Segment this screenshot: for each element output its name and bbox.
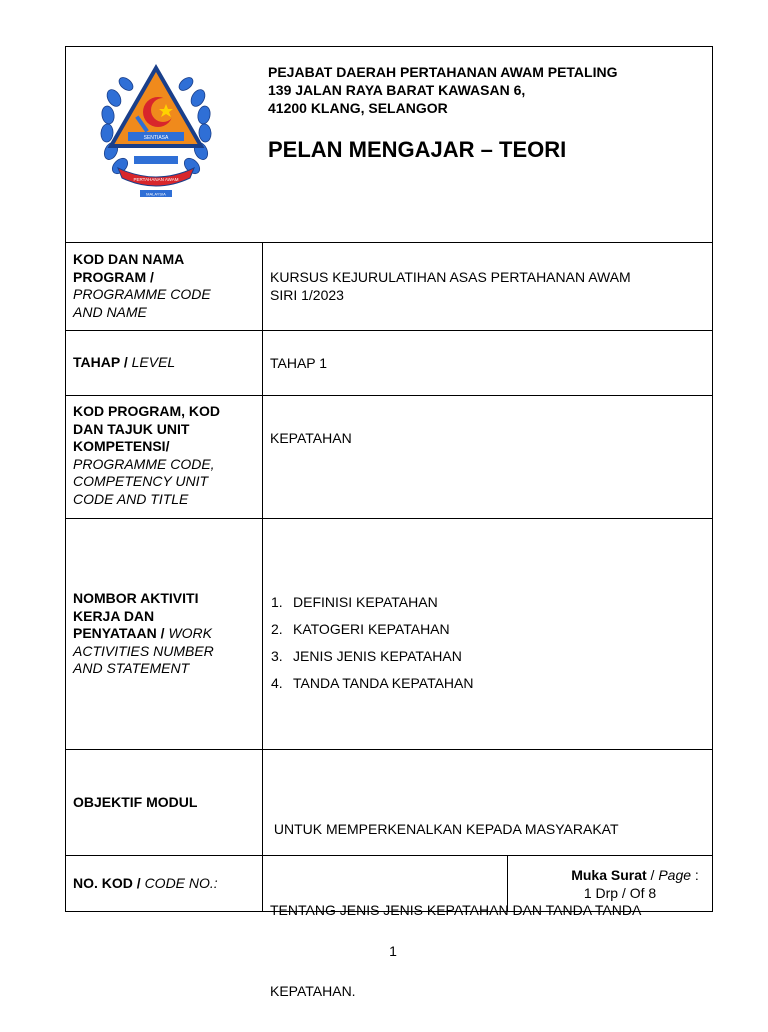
svg-text:SENTIASA: SENTIASA [143,135,169,141]
objective-label: OBJEKTIF MODUL [73,794,198,810]
list-item: 1. DEFINISI KEPATAHAN [271,594,438,610]
row-divider [65,518,713,519]
page-title: PELAN MENGAJAR – TEORI [268,137,567,162]
competency-value: KEPATAHAN [270,430,352,446]
row-divider [65,395,713,396]
civil-defence-emblem-icon [100,60,212,205]
svg-text:PERTAHANAN AWAM: PERTAHANAN AWAM [133,177,179,182]
office-address-line: 139 JALAN RAYA BARAT KAWASAN 6, [268,82,526,98]
list-item: 2. KATOGERI KEPATAHAN [271,621,450,637]
row-divider [65,242,713,243]
activities-label: NOMBOR AKTIVITI KERJA DAN PENYATAAN / WORK ACTIVITIES NUMBER AND STATEMENT [73,590,214,676]
list-item: 3. JENIS JENIS KEPATAHAN [271,648,462,664]
column-divider [262,242,263,912]
program-name: KURSUS KEJURULATIHAN ASAS PERTAHANAN AWAM SIRI 1/2023 [270,269,631,303]
page-number: 1 [389,943,397,959]
row-divider [65,749,713,750]
office-name: PEJABAT DAERAH PERTAHANAN AWAM PETALING [268,64,618,80]
svg-text:MALAYSIA: MALAYSIA [146,191,166,197]
row-divider [65,330,713,331]
code-label: NO. KOD / CODE NO.: [73,875,218,891]
page-indicator: Muka Surat / Page : 1 Drp / Of 8 [571,867,699,901]
list-item: 4. TANDA TANDA KEPATAHAN [271,675,474,691]
office-address-line: 41200 KLANG, SELANGOR [268,100,448,116]
level-value: TAHAP 1 [270,355,328,371]
objective-text: UNTUK MEMPERKENALKAN KEPADA MASYARAKAT TENTANG JENIS JENIS KEPATAHAN DAN TANDA TANDA KEPATAHAN. [270,821,642,999]
level-label: TAHAP / LEVEL [73,354,176,370]
program-label: KOD DAN NAMA PROGRAM / PROGRAMME CODE AND NAME [73,251,211,320]
competency-label: KOD PROGRAM, KOD DAN TAJUK UNIT KOMPETENSI/ PROGRAMME CODE, COMPETENCY UNIT CODE AND TITLE [73,403,220,507]
logo [100,60,212,205]
